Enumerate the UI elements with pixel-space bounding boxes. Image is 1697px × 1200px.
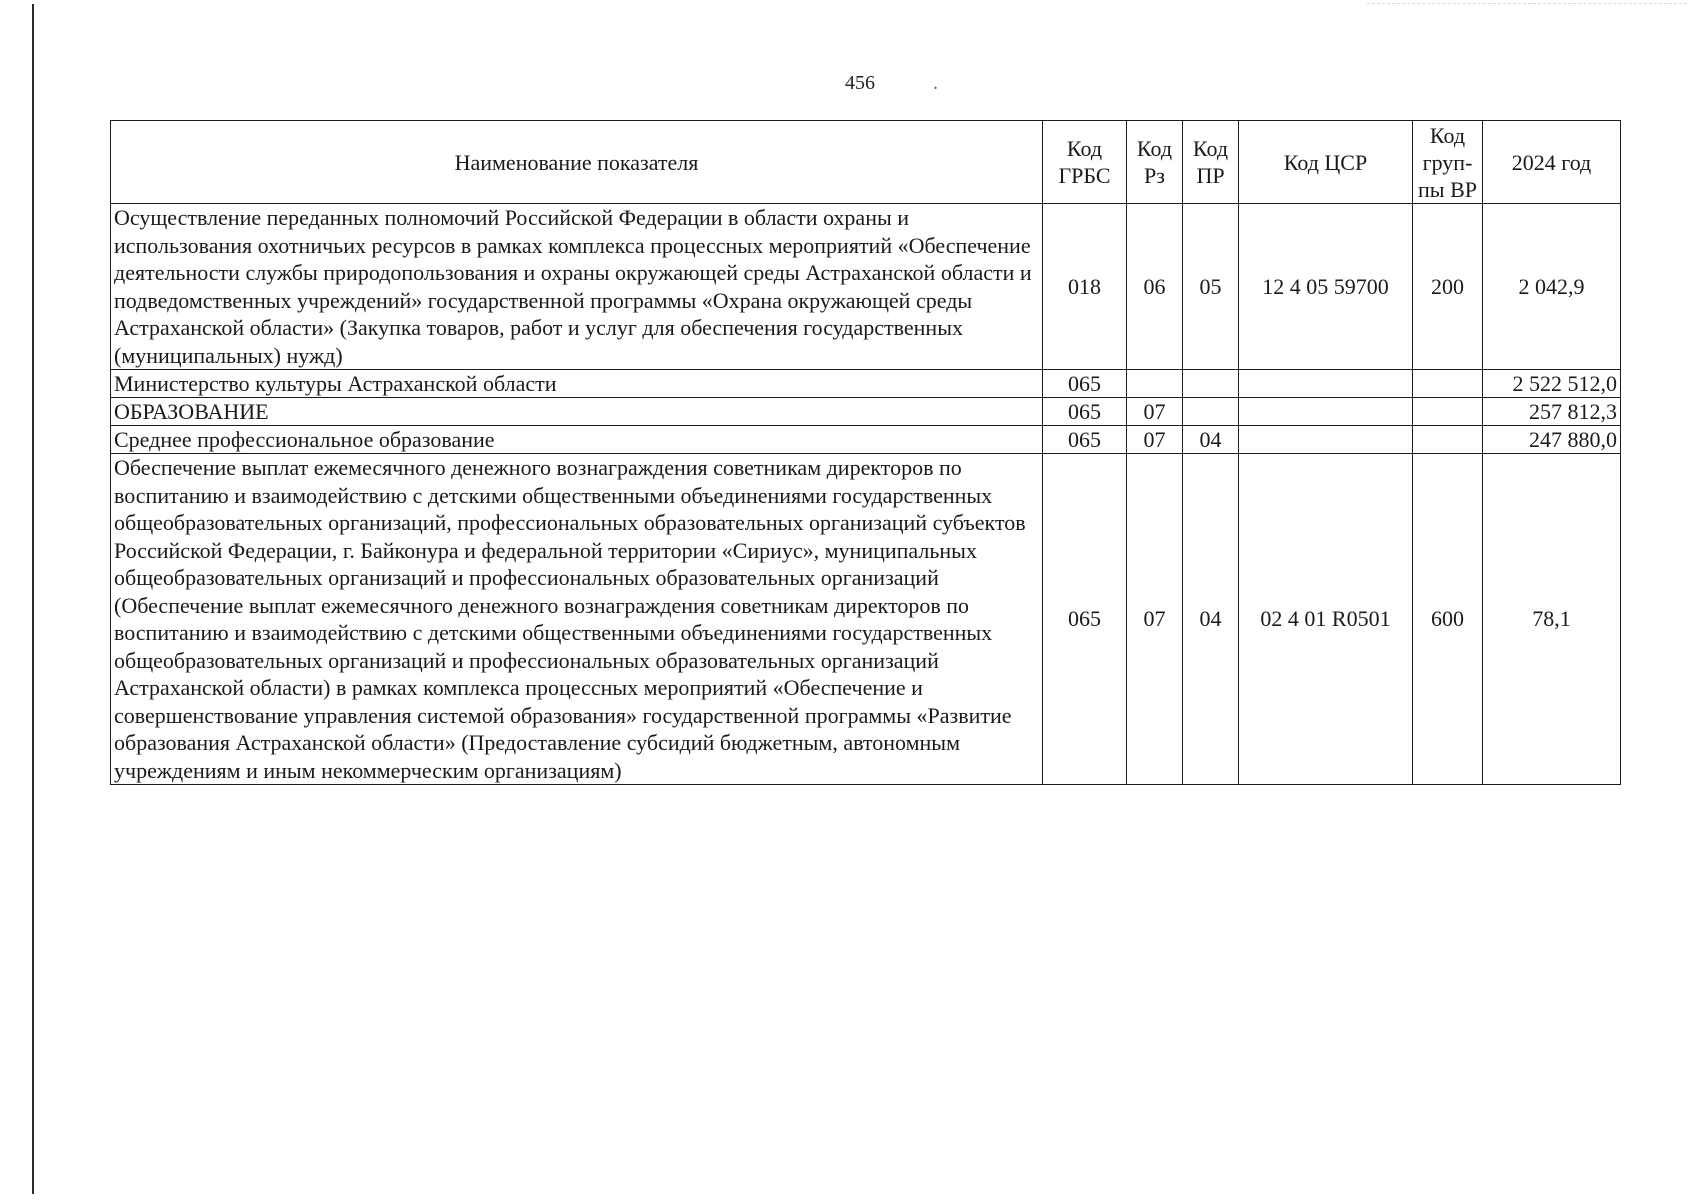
- row-grbs: 018: [1043, 204, 1127, 370]
- header-rz: Код Рз: [1127, 121, 1183, 204]
- row-csr: [1239, 398, 1413, 426]
- row-pr: 05: [1183, 204, 1239, 370]
- budget-table: [110, 120, 1621, 785]
- row-name: Осуществление переданных полномочий Российской Федерации в области охраны и использования охотничьих ресурсов в рамках комплекса процессных мероприятий «Обеспечение деятельности службы природопользования и охраны окружающей среды Астраханской области и подведомственных учреждений» государственной программы «Охрана окружающей среды Астраханской области» (Закупка товаров, работ и услуг для обеспечения государственных (муниципальных) нужд): [111, 204, 1043, 370]
- row-grbs: 065: [1043, 370, 1127, 398]
- row-name: Министерство культуры Астраханской области: [111, 370, 1043, 398]
- header-name: Наименование показателя: [111, 121, 1043, 204]
- header-csr: Код ЦСР: [1239, 121, 1413, 204]
- scan-artifact: [1367, 3, 1687, 6]
- row-vr: 200: [1413, 204, 1483, 370]
- row-pr: [1183, 398, 1239, 426]
- row-vr: [1413, 370, 1483, 398]
- row-grbs: 065: [1043, 398, 1127, 426]
- row-amount: 247 880,0: [1483, 426, 1621, 454]
- row-csr: 02 4 01 R0501: [1239, 454, 1413, 785]
- header-pr: Код ПР: [1183, 121, 1239, 204]
- row-csr: [1239, 426, 1413, 454]
- row-vr: 600: [1413, 454, 1483, 785]
- row-rz: 07: [1127, 454, 1183, 785]
- row-csr: [1239, 370, 1413, 398]
- table-row: [111, 204, 1621, 370]
- row-name: Обеспечение выплат ежемесячного денежного вознаграждения советникам директоров по воспитанию и взаимодействию с детскими общественными объединениями государственных общеобразовательных организаций, профессиональных образовательных организаций субъектов Российской Федерации, г. Байконура и федеральной территории «Сириус», муниципальных общеобразовательных организаций и профессиональных образовательных организаций (Обеспечение выплат ежемесячного денежного вознаграждения советникам директоров по воспитанию и взаимодействию с детскими общественными объединениями государственных общеобразовательных организаций и профессиональных образовательных организаций Астраханской области) в рамках комплекса процессных мероприятий «Обеспечение и совершенствование управления системой образования» государственной программы «Развитие образования Астраханской области» (Предоставление субсидий бюджетным, автономным учреждениям и иным некоммерческим организациям): [111, 454, 1043, 785]
- row-pr: [1183, 370, 1239, 398]
- row-rz: 07: [1127, 398, 1183, 426]
- row-rz: [1127, 370, 1183, 398]
- header-grbs: Код ГРБС: [1043, 121, 1127, 204]
- table-header-row: [111, 121, 1621, 204]
- row-grbs: 065: [1043, 426, 1127, 454]
- row-amount: 78,1: [1483, 454, 1621, 785]
- row-rz: 07: [1127, 426, 1183, 454]
- row-csr: 12 4 05 59700: [1239, 204, 1413, 370]
- binding-margin-line: [32, 4, 34, 1194]
- table-row: [111, 398, 1621, 426]
- row-amount: 2 042,9: [1483, 204, 1621, 370]
- row-grbs: 065: [1043, 454, 1127, 785]
- row-name: ОБРАЗОВАНИЕ: [111, 398, 1043, 426]
- page-mark: .: [933, 72, 938, 94]
- table-row: [111, 370, 1621, 398]
- row-pr: 04: [1183, 454, 1239, 785]
- row-amount: 2 522 512,0: [1483, 370, 1621, 398]
- table-row: [111, 426, 1621, 454]
- table-row: [111, 454, 1621, 785]
- row-pr: 04: [1183, 426, 1239, 454]
- row-vr: [1413, 426, 1483, 454]
- page-number: 456: [845, 72, 875, 94]
- row-rz: 06: [1127, 204, 1183, 370]
- header-year: 2024 год: [1483, 121, 1621, 204]
- row-vr: [1413, 398, 1483, 426]
- header-vr: Код груп-пы ВР: [1413, 121, 1483, 204]
- row-amount: 257 812,3: [1483, 398, 1621, 426]
- row-name: Среднее профессиональное образование: [111, 426, 1043, 454]
